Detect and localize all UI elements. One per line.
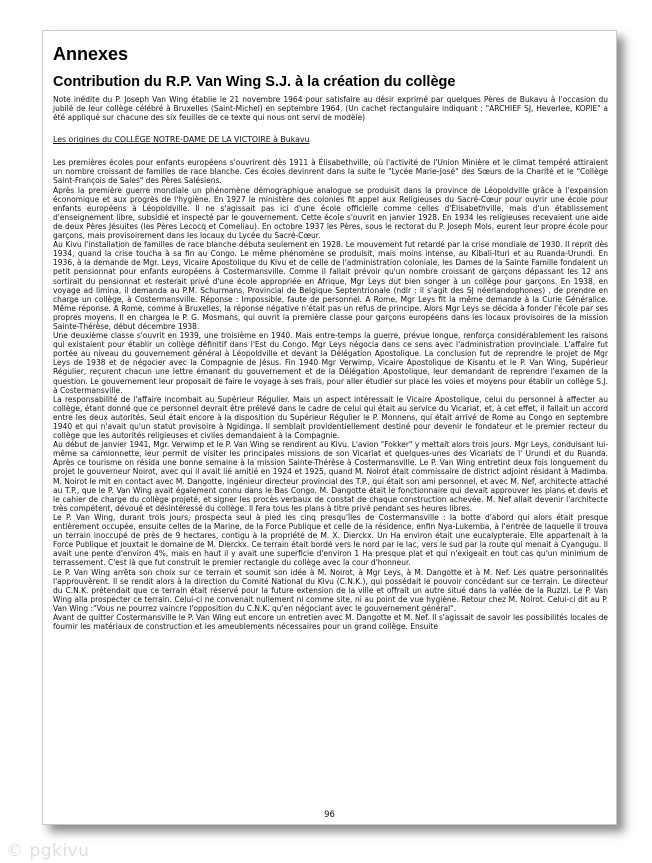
page-content xyxy=(53,43,608,631)
paragraph: Après la première guerre mondiale un phénomène démographique analogue se produisit dans la province de Léopoldville grâce à l'expansion économique et aux progrès de l'hygiène. En 1927 le ministère des colonies fit appel aux Religieuses du Sacré-Cœur pour ouvrir une école pour enfants européens à Léopoldville. Il ne s'agissait pas ici d'une école officielle comme celles d'Élisabethville, mais d'un établissement d'enseignement libre, subsidié et inspecté par le gouvernement. Cette école s'ouvrit en janvier 1928. En 1934 les religieuses recevaient une aide de deux Pères Jésuites (les Pères Lecocq et Comeliau). En octobre 1937 les Pères, sous le rectorat du P. Joseph Mols, eurent leur propre école pour garçons, mais provisoirement dans les locaux du Lycée du Sacré-Cœur. xyxy=(53,185,608,241)
paragraph: Une deuxième classe s'ouvrit en 1939, une troisième en 1940. Mais entre-temps la guerre, prévue longue, renforça considérablement les raisons qui existaient pour établir un collège définitif dans l'Est du Congo. Mgr Leys négocia dans ce sens avec l'administration provinciale. L'affaire fut portée au niveau du gouvernement général à Léopoldville et devant la Délégation Apostolique. La conclusion fut de reprendre le projet de Mgr Leys de 1938 et de négocier avec la Compagnie de Jésus. Fin 1940 Mgr Verwimp, Vicaire Apostolique de Kisantu et le P. Van Wing, Supérieur Régulier, reçurent chacun une lettre émanant du gouvernement et de la Délégation Apostolique, leur demandant de reprendre l'examen de la question. Le gouvernement leur proposait de faire le voyage à ses frais, pour aller étudier sur place les voies et moyens pour établir un collège S.J. à Costermansville. xyxy=(53,331,608,395)
paragraph: Les premières écoles pour enfants européens s'ouvrirent dès 1911 à Élisabethville, où l'activité de l'Union Minière et le climat tempéré attiraient un nombre croissant de familles de race blanche. Ces écoles devinrent dans la suite le "Lycée Marie-José" des Sœurs de la Charité et le "Collège Saint-François de Sales" des Pères Salésiens. xyxy=(53,158,608,186)
paragraph: Avant de quitter Costermansville le P. Van Wing eut encore un entretien avec M. Dangotte et M. Nef. Il s'agissait de savoir les possibilités locales de fournir les matériaux de construction et les ameublements nécessaires pour un grand collège. Ensuite xyxy=(53,612,608,632)
section-title: Les origines du COLLÈGE NOTRE-DAME DE LA VICTOIRE à Bukavu xyxy=(53,135,310,145)
document-page xyxy=(42,30,617,825)
page-heading: Annexes xyxy=(53,44,129,64)
page-number: 96 xyxy=(324,810,335,820)
intro-note: Note inédite du P. Joseph Van Wing établie le 21 novembre 1964 pour satisfaire au désir exprimé par quelques Pères de Bukavu à l'occasion du jubilé de leur collège célébré à Bruxelles (Saint-Michel) en septembre 1964. (Un cachet rectangulaire indiquant : "ARCHIEF SJ, Heverlee, KOPIE" a été appliqué sur chacune des six feuilles de ce texte qui nous ont servi de modèle) xyxy=(53,95,608,123)
paragraph: Le P. Van Wing, durant trois jours, prospecta seul à pied les cinq presqu'îles de Costermansville : la botte d'abord qui alors était presque entièrement occupée, ensuite celles de la Marine, de la Force Publique et celle de la résidence, enfin Nya-Lukemba, à l'entrée de laquelle il trouva un terrain inoccupé de près de 9 hectares, contigu à la propriété de M. X. Dierckx. Un Ha environ était une eucalypteraie. Elle appartenait à la Force Publique et jouxtait le domaine de M. Dierckx. Ce terrain était bordé vers le nord par le lac, vers le sud par la route qui menait à Cyangugu. Il avait une pente d'environ 4%, mais en haut il y avait une superficie d'environ 1 Ha presque plat et qui n'exigeait en tout cas qu'un minimum de terrassement. C'est là que fut construit le premier rectangle du collège avec la cour d'honneur. xyxy=(53,512,608,568)
paragraph: Au début de janvier 1941, Mgr. Verwimp et le P. Van Wing se rendirent au Kivu. L'avion "Fokker" y mettait alors trois jours. Mgr Leys, conduisant lui-même sa camionnette, leur permit de visiter les principales missions de son Vicariat et quelques-unes des Vicariats de l' Urundi et du Ruanda. Après ce tourisme on résida une bonne semaine à la mission Sainte-Thérèse à Costermansville. Le P. Van Wing entretint deux fois longuement du projet le gouverneur Noirot, avec qui il avait lié amitié en 1924 et 1925, quand M. Noirot était commissaire de district adjoint résidant à Madimba. M. Noirot le mit en contact avec M. Dangotte, ingénieur directeur provincial des T.P., qui était son ami personnel, et avec M. Nef, architecte attaché au T.P., que le P. Van Wing avait également connu dans le Bas Congo. M. Dangotte était le fonctionnaire qui devait approuver les plans et devis et le cahier de charge du collège projeté, et signer les procès verbaux de constat de chaque construction achevée. M. Nef allait devenir l'architecte très compétent, dévoué et désintéressé du collège. Il fera tous les plans à titre privé pendant ses heures libres. xyxy=(53,440,608,513)
paragraph: Au Kivu l'installation de familles de race blanche débuta seulement en 1928. Le mouvement fut retardé par la crise mondiale de 1930. Il reprit dès 1934, quand la crise toucha à sa fin au Congo. Le même phénomène se produisit, mais moins intense, au Kibali-Ituri et au Ruanda-Urundi. En 1936, à la demande de Mgr. Leys, Vicaire Apostolique du Kivu et de celle de l'administration coloniale, les Dames de la Sainte Famille fondaient un petit pensionnat pour enfants européens à Costermansville. Comme il fallait prévoir qu'un nombre croissant de garçons dépassant les 12 ans sortirait du pensionnat et resterait privé d'une école appropriée en Afrique, Mgr Leys dut bien songer à un collège pour garçons. En 1938, en voyage ad limina, il demanda au P.M. Schurmans, Provincial de Belgique Septentrionale (ndlr : il s'agit des SJ néerlandophones) , de prendre en charge un collège, à Costermansville. Réponse : Impossible, faute de personnel. A Rome, Mgr Leys fit la même demande à la Curie Généralice. Même réponse. A Rome, comme à Bruxelles, la réponse négative n'était pas un refus de principe. Alors Mgr Leys se décida à fonder l'école par ses propres moyens. Il en chargea le P. G. Mosmans, qui ouvrit la première classe pour garçons européens dans les locaux provisoires de la mission Sainte-Thérèse, début décembre 1938. xyxy=(53,240,608,331)
paragraph: La responsabilité de l'affaire incombait au Supérieur Régulier. Mais un aspect intéressait le Vicaire Apostolique, celui du personnel à affecter au collège, étant donné que ce personnel devrait être prélevé dans le cadre de celui qui était au service du Vicariat, et, à cet effet, il fallait un accord entre les deux autorités. Seul était encore à la disposition du Supérieur Régulier le P. Monnens, qui était arrivé de Rome au Congo en septembre 1940 et qui n'avait qu'un statut provisoire à Ngidinga. Il semblait providentiellement destiné pour devenir le fondateur et le premier recteur du collège que les autorités religieuses et civiles demandaient à la Compagnie. xyxy=(53,394,608,441)
paragraph: Le P. Van Wing arrêta son choix sur ce terrain et soumit son idée à M. Noirot, à Mgr Leys, à M. Dangotte et à M. Nef. Les quatre personnalités l'approuvèrent. Il se rendit alors à la direction du Comité National du Kivu (C.N.K.), qui possédait le pouvoir concédant sur ce terrain. Le directeur du C.N.K. prétendait que ce terrain était réservé pour la future extension de la ville et offrait un autre situé dans la vallée de la Ruzizi. Le P. Van Wing alla prospecter ce terrain. Celui-ci ne convenait nullement ni comme site, ni au point de vue hygiène. Retour chez M. Noirot. Celui-ci dit au P. Van Wing :"Vous ne pourrez vaincre l'opposition du C.N.K. qu'en négociant avec le gouvernement général". xyxy=(53,567,608,613)
watermark: © pgkivu xyxy=(6,841,90,861)
article-title: Contribution du R.P. Van Wing S.J. à la création du collège xyxy=(53,74,456,90)
